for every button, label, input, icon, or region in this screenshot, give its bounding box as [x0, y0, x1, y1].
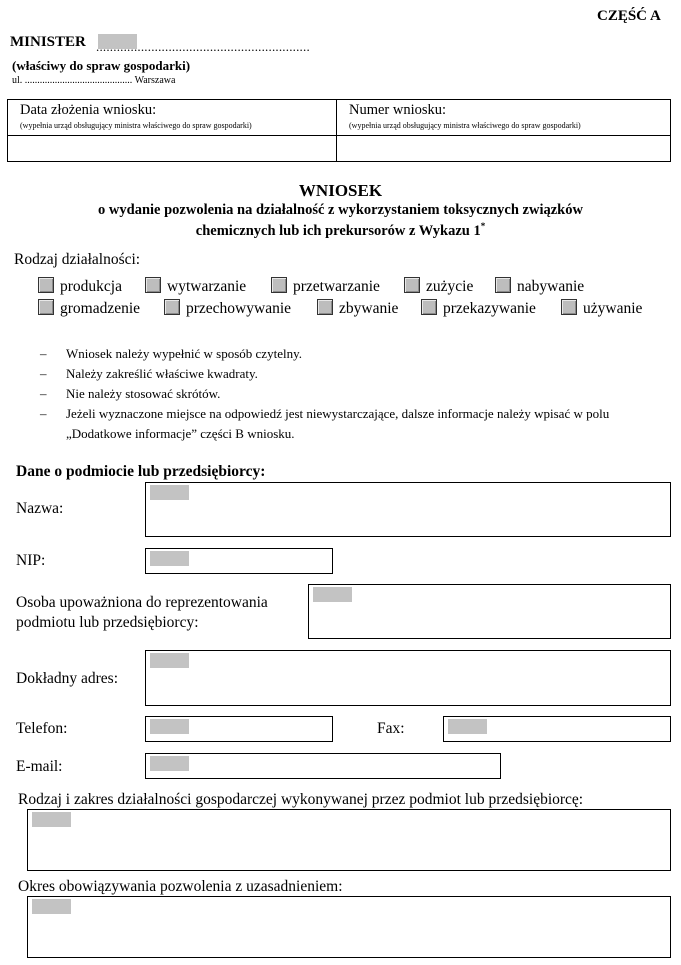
redaction	[150, 756, 189, 771]
name-label: Nazwa:	[16, 500, 64, 517]
fax-label: Fax:	[377, 720, 405, 737]
redaction	[150, 485, 189, 500]
phone-label: Telefon:	[16, 720, 68, 737]
email-field[interactable]	[145, 753, 501, 779]
checkbox[interactable]	[495, 277, 511, 293]
redaction	[32, 812, 71, 827]
minister-label: MINISTER	[10, 34, 86, 50]
subtitle-text: chemicznych lub ich prekursorów z Wykazu 1	[195, 222, 481, 239]
checkbox[interactable]	[421, 299, 437, 315]
phone-field[interactable]	[145, 716, 333, 742]
representative-label-1: Osoba upoważniona do reprezentowania	[16, 594, 268, 611]
nip-field[interactable]	[145, 548, 333, 574]
activity-option[interactable]: przechowywanie	[164, 299, 317, 318]
note-1: – Wniosek należy wypełnić w sposób czytelny.	[40, 346, 302, 361]
date-note: (wypełnia urząd obsługujący ministra właściwego do spraw gospodarki)	[20, 121, 252, 130]
activity-option[interactable]: nabywanie	[495, 277, 584, 296]
number-label: Numer wniosku:	[349, 102, 447, 118]
activity-option[interactable]: wytwarzanie	[145, 277, 271, 296]
form-subtitle-2	[0, 221, 681, 240]
redaction	[150, 719, 189, 734]
date-label: Data złożenia wniosku:	[20, 102, 157, 118]
form-subtitle-1: o wydanie pozwolenia na działalność z wykorzystaniem toksycznych związków	[98, 202, 583, 218]
address-label: Dokładny adres:	[16, 670, 119, 687]
redaction	[150, 551, 189, 566]
checkbox[interactable]	[271, 277, 287, 293]
redaction	[313, 587, 352, 602]
scope-label: Rodzaj i zakres działalności gospodarczej wykonywanej przez podmiot lub przedsiębiorcę:	[18, 791, 584, 808]
checkbox[interactable]	[317, 299, 333, 315]
nip-label: NIP:	[16, 552, 46, 569]
checkbox[interactable]	[38, 277, 54, 293]
name-field[interactable]	[145, 482, 671, 537]
city: Warszawa	[134, 75, 176, 86]
registration-table	[7, 99, 671, 162]
validity-field[interactable]	[27, 896, 671, 958]
email-label: E-mail:	[16, 758, 63, 775]
activity-option[interactable]: przekazywanie	[421, 299, 561, 318]
street-line	[12, 75, 175, 86]
number-note: (wypełnia urząd obsługujący ministra właściwego do spraw gospodarki)	[349, 121, 581, 130]
checkbox[interactable]	[164, 299, 180, 315]
footnote-mark: *	[480, 221, 486, 231]
activity-option[interactable]: zbywanie	[317, 299, 421, 318]
minister-competence: (właściwy do spraw gospodarki)	[12, 58, 191, 73]
note-4: – Jeżeli wyznaczone miejsce na odpowiedź jest niewystarczające, dalsze informacje należy wpisać w polu	[40, 406, 610, 421]
street-dots: ...........................................	[24, 75, 133, 86]
part-label: CZĘŚĆ A	[597, 8, 661, 24]
representative-label-2: podmiotu lub przedsiębiorcy:	[16, 614, 199, 631]
representative-field[interactable]	[308, 584, 671, 639]
activity-option[interactable]: przetwarzanie	[271, 277, 404, 296]
date-field[interactable]	[9, 136, 335, 160]
validity-label: Okres obowiązywania pozwolenia z uzasadnieniem:	[18, 878, 343, 895]
note-3: – Nie należy stosować skrótów.	[40, 386, 221, 401]
activity-row-1	[38, 277, 584, 296]
redaction	[150, 653, 189, 668]
entity-heading: Dane o podmiocie lub przedsiębiorcy:	[16, 463, 266, 480]
scope-field[interactable]	[27, 809, 671, 871]
checkbox[interactable]	[404, 277, 420, 293]
address-field[interactable]	[145, 650, 671, 706]
minister-dots: ..............................................................	[96, 39, 310, 54]
activity-option[interactable]: używanie	[561, 299, 642, 318]
activity-option[interactable]: produkcja	[38, 277, 145, 296]
number-field[interactable]	[338, 136, 669, 160]
checkbox[interactable]	[561, 299, 577, 315]
form-title: WNIOSEK	[298, 181, 383, 200]
checkbox[interactable]	[145, 277, 161, 293]
street-prefix: ul.	[12, 75, 23, 86]
activity-label: Rodzaj działalności:	[14, 251, 141, 268]
activity-option[interactable]: zużycie	[404, 277, 495, 296]
redaction	[448, 719, 487, 734]
checkbox[interactable]	[38, 299, 54, 315]
note-2: – Należy zakreślić właściwe kwadraty.	[40, 366, 258, 381]
activity-option[interactable]: gromadzenie	[38, 299, 164, 318]
activity-row-2	[38, 299, 642, 318]
note-4-continued: „Dodatkowe informacje” części B wniosku.	[66, 426, 295, 441]
fax-field[interactable]	[443, 716, 671, 742]
redaction	[32, 899, 71, 914]
